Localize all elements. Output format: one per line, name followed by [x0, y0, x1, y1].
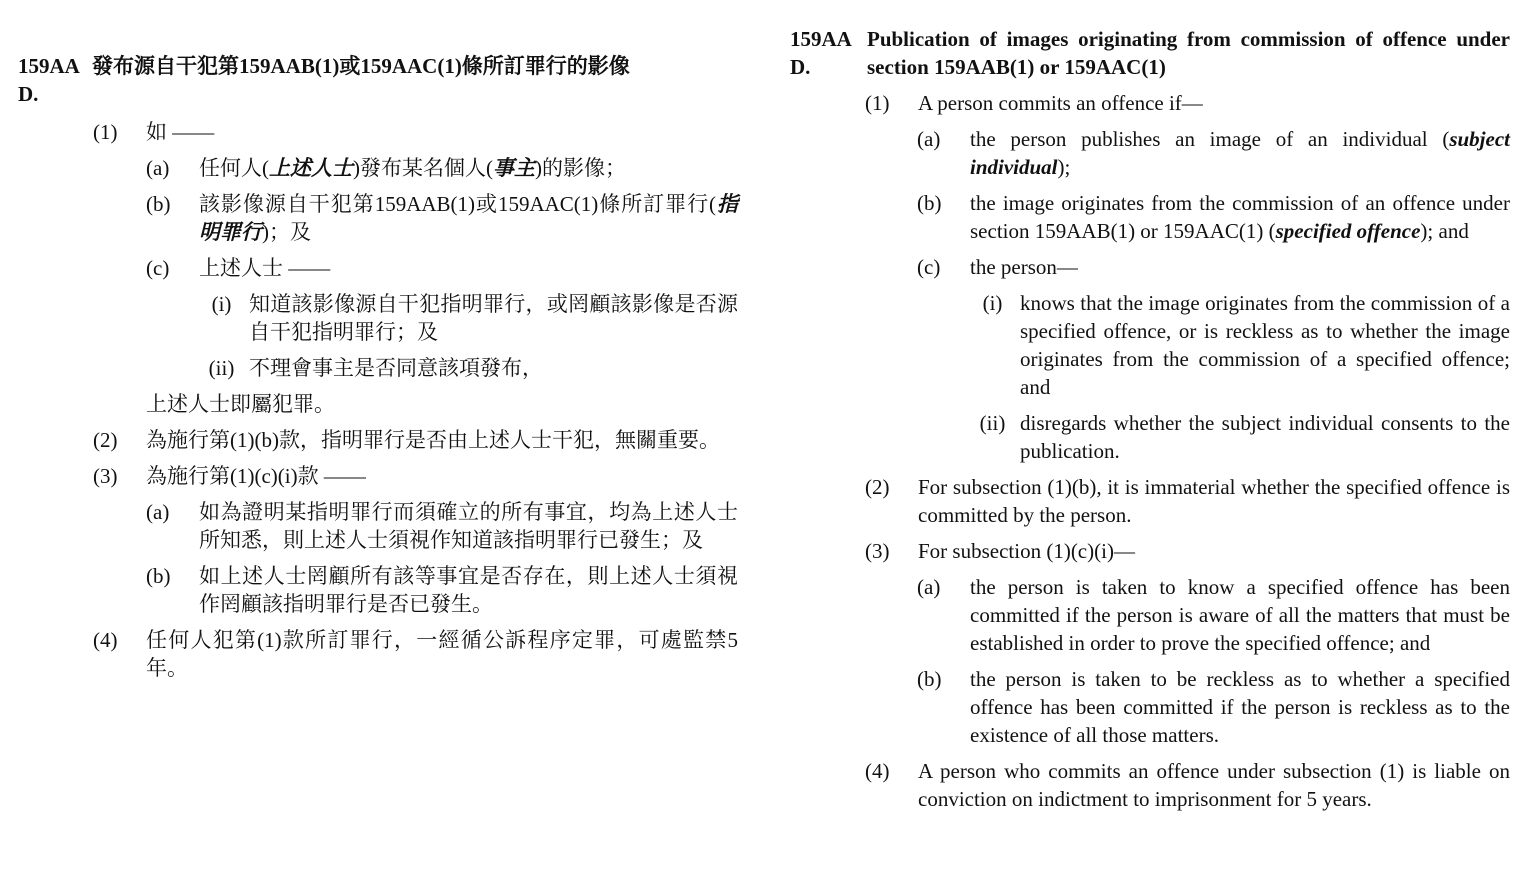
- subsection-label: (3): [93, 464, 118, 488]
- section-heading-en: [790, 25, 1510, 81]
- subsection-text: For subsection (1)(b), it is immaterial whether the specified offence is committed by the person.: [918, 475, 1510, 527]
- paragraph-text: the person is taken to know a specified offence has been committed if the person is aware of all the matters that must be established in order to prove the specified offence; and: [970, 575, 1510, 655]
- subsection-label: (4): [93, 628, 118, 652]
- paragraph-text: [970, 125, 1510, 181]
- subsection-3-zh: [93, 462, 738, 490]
- subsection-label: (1): [93, 120, 118, 144]
- text-run: the person publishes an image of an individual (: [970, 127, 1450, 151]
- section-number-part-a: 159AA: [790, 27, 852, 51]
- section-heading-zh: [18, 52, 738, 108]
- english-column: [790, 0, 1510, 813]
- section-title-zh: 發布源自干犯第159AAB(1)或159AAC(1)條所訂罪行的影像: [92, 54, 630, 78]
- subsection-text: 為施行第(1)(c)(i)款 ——: [146, 464, 366, 488]
- subsection-1-zh: [93, 118, 738, 146]
- paragraph-text: the person is taken to be reckless as to whether a specified offence has been committed if the person is reckless as to the existence of all those matters.: [970, 667, 1510, 747]
- chinese-column: [18, 0, 738, 682]
- section-number-zh: [18, 52, 96, 108]
- paragraph-text: [199, 190, 738, 246]
- paragraph-text: [199, 154, 738, 182]
- defined-term: 上述人士: [269, 156, 353, 180]
- subparagraph-text: 不理會事主是否同意該項發布，: [249, 356, 543, 380]
- subparagraph-label: (i): [982, 291, 1003, 315]
- subparagraph-1cii-en: [965, 409, 1510, 465]
- subparagraph-1cii-zh: [194, 354, 738, 382]
- paragraph-label: (a): [146, 156, 170, 180]
- defined-term: subject individual: [970, 127, 1510, 179]
- paragraph-label: (c): [146, 256, 170, 280]
- subsection-1-tail-zh: 上述人士即屬犯罪。: [146, 392, 335, 416]
- subsection-label: (4): [865, 759, 890, 783]
- paragraph-1a-en: [917, 125, 1510, 181]
- defined-term: 指明罪行: [199, 192, 739, 244]
- paragraph-1c-en: [917, 253, 1510, 281]
- paragraph-1b-en: [917, 189, 1510, 245]
- paragraph-3b-zh: [146, 562, 738, 618]
- subsection-2-zh: [93, 426, 738, 454]
- subsection-4-en: [865, 757, 1510, 813]
- subparagraph-label: (ii): [979, 411, 1006, 435]
- paragraph-text: 如上述人士罔顧所有該等事宜是否存在，則上述人士須視作罔顧該指明罪行是否已發生。: [199, 564, 738, 616]
- paragraph-1c-zh: [146, 254, 738, 282]
- text-run: )的影像；: [535, 156, 626, 180]
- subsection-text: A person commits an offence if—: [918, 91, 1203, 115]
- text-run: )發布某名個人(: [353, 156, 493, 180]
- subsection-label: (3): [865, 539, 890, 563]
- subsection-text: 任何人犯第(1)款所訂罪行，一經循公訴程序定罪，可處監禁5年。: [146, 628, 738, 680]
- section-number-part-b: D.: [18, 82, 39, 106]
- paragraph-1a-zh: [146, 154, 738, 182]
- paragraph-label: (b): [917, 667, 942, 691]
- paragraph-1b-zh: [146, 190, 738, 246]
- subsection-4-zh: [93, 626, 738, 682]
- subparagraph-1ci-en: [965, 289, 1510, 401]
- subsection-label: (1): [865, 91, 890, 115]
- subparagraph-text: disregards whether the subject individual consents to the publication.: [1020, 411, 1510, 463]
- paragraph-label: (c): [917, 255, 941, 279]
- paragraph-label: (a): [146, 500, 170, 524]
- subparagraph-text: 知道該影像源自干犯指明罪行，或罔顧該影像是否源自干犯指明罪行；及: [249, 292, 738, 344]
- paragraph-text: 如為證明某指明罪行而須確立的所有事宜，均為上述人士所知悉，則上述人士須視作知道該指明罪行已發生；及: [199, 500, 738, 552]
- paragraph-3b-en: [917, 665, 1510, 749]
- section-number-part-a: 159AA: [18, 54, 80, 78]
- subparagraph-label: (ii): [208, 356, 235, 380]
- subsection-text: 為施行第(1)(b)款，指明罪行是否由上述人士干犯，無關重要。: [146, 428, 720, 452]
- text-run: ); and: [1420, 219, 1469, 243]
- subsection-1-en: [865, 89, 1510, 117]
- text-run: );: [1057, 155, 1071, 179]
- text-run: )；及: [262, 220, 311, 244]
- subsection-label: (2): [93, 428, 118, 452]
- subparagraph-text: knows that the image originates from the commission of a specified offence, or is reckless as to whether the image originates from the commission of a specified offence; and: [1020, 291, 1510, 399]
- section-number-en: [790, 25, 866, 81]
- section-title-en: Publication of images originating from commission of offence under section 159AAB(1) or 159AAC(1): [867, 27, 1510, 79]
- subsection-3-en: [865, 537, 1510, 565]
- subsection-label: (2): [865, 475, 890, 499]
- subsection-2-en: [865, 473, 1510, 529]
- defined-term: 事主: [493, 156, 535, 180]
- paragraph-3a-zh: [146, 498, 738, 554]
- subsection-text: 如 ——: [146, 120, 215, 144]
- paragraph-label: (b): [917, 191, 942, 215]
- paragraph-label: (b): [146, 564, 171, 588]
- paragraph-text: 上述人士 ——: [199, 256, 331, 280]
- defined-term: specified offence: [1275, 219, 1421, 243]
- paragraph-3a-en: [917, 573, 1510, 657]
- text-run: the image originates from the commission of an offence under section 159AAB(1) or 159AAC(1) (: [970, 191, 1510, 243]
- subsection-text: A person who commits an offence under subsection (1) is liable on conviction on indictment to imprisonment for 5 years.: [918, 759, 1510, 811]
- text-run: 該影像源自干犯第159AAB(1)或159AAC(1)條所訂罪行(: [199, 192, 717, 216]
- paragraph-label: (b): [146, 192, 171, 216]
- subsection-text: For subsection (1)(c)(i)—: [918, 539, 1135, 563]
- paragraph-label: (a): [917, 575, 941, 599]
- subparagraph-1ci-zh: [194, 290, 738, 346]
- text-run: 任何人(: [199, 156, 269, 180]
- paragraph-text: the person—: [970, 255, 1078, 279]
- section-number-part-b: D.: [790, 55, 811, 79]
- paragraph-label: (a): [917, 127, 941, 151]
- subparagraph-label: (i): [211, 292, 232, 316]
- paragraph-text: [970, 189, 1510, 245]
